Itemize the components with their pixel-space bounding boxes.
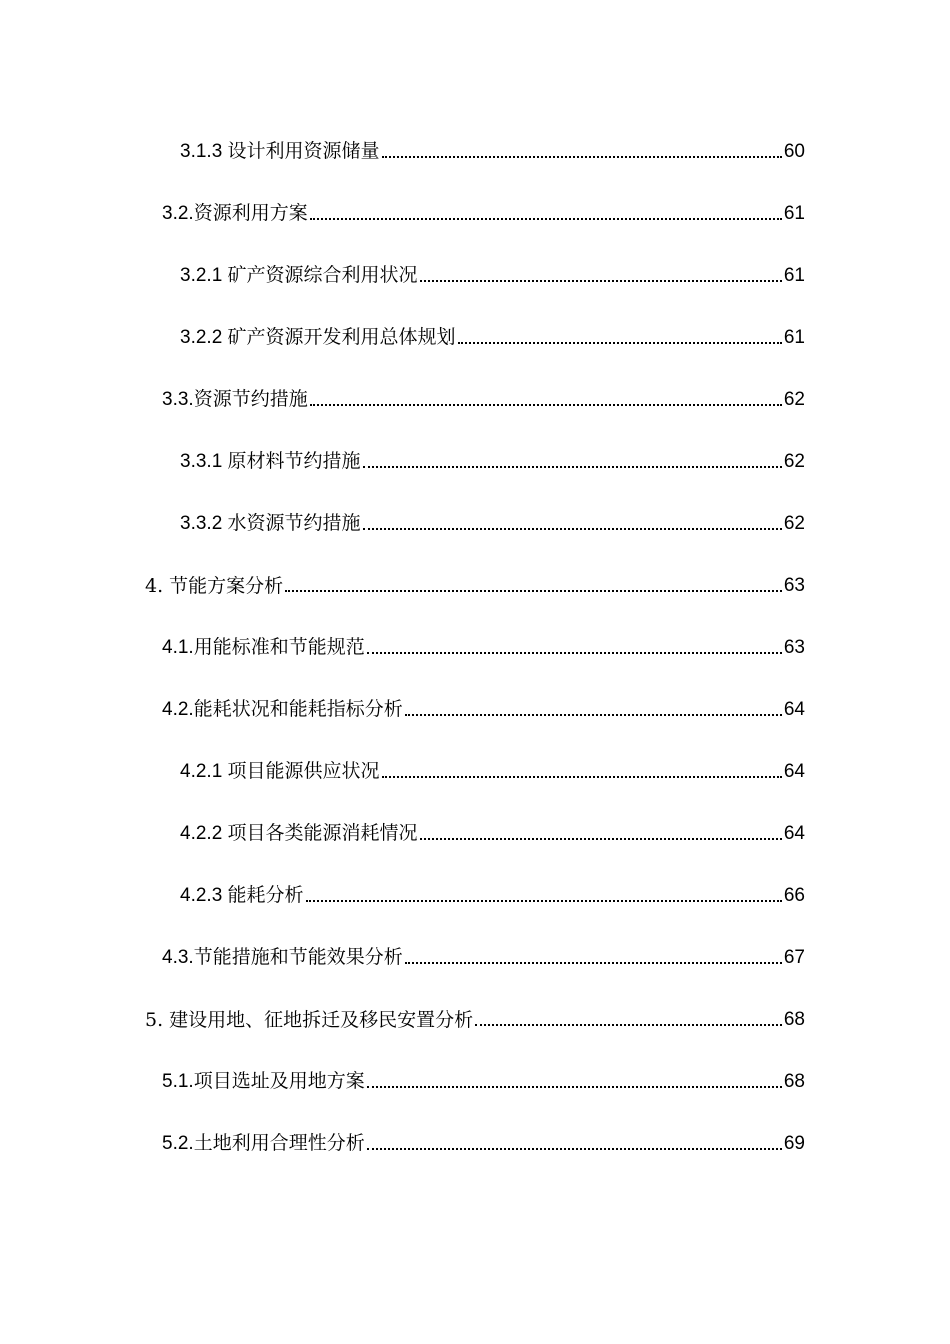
toc-entry-title: 3.3.资源节约措施: [162, 389, 308, 410]
toc-leader-dots: [285, 590, 782, 592]
toc-entry-title: 4.2.3 能耗分析: [180, 885, 304, 906]
toc-entry-title: 4.3.节能措施和节能效果分析: [162, 947, 403, 968]
toc-leader-dots: [363, 466, 782, 468]
toc-entry[interactable]: [162, 195, 805, 225]
toc-entry-title: 4.2.能耗状况和能耗指标分析: [162, 699, 403, 720]
toc-entry[interactable]: [162, 381, 805, 411]
toc-entry-title: 3.2.2 矿产资源开发利用总体规划: [180, 327, 456, 348]
toc-entry[interactable]: [180, 877, 805, 907]
toc-leader-dots: [405, 962, 782, 964]
toc-entry-title: 3.3.2 水资源节约措施: [180, 513, 361, 534]
toc-entry[interactable]: [180, 505, 805, 535]
toc-leader-dots: [420, 280, 782, 282]
toc-entry-page: 62: [783, 451, 805, 472]
toc-entry[interactable]: [180, 443, 805, 473]
toc-entry-title: 4. 节能方案分析: [145, 575, 284, 597]
toc-leader-dots: [367, 1148, 782, 1150]
toc-entry-page: 61: [783, 265, 805, 286]
toc-entry-page: 62: [783, 389, 805, 410]
toc-entry[interactable]: [162, 939, 805, 969]
toc-entry-title: 3.1.3 设计利用资源储量: [180, 141, 380, 162]
toc-entry-page: 64: [783, 823, 805, 844]
toc-leader-dots: [382, 156, 782, 158]
toc-entry-page: 68: [783, 1009, 805, 1030]
toc-entry-page: 61: [783, 327, 805, 348]
toc-entry-title: 5.1.项目选址及用地方案: [162, 1071, 365, 1092]
toc-entry-page: 66: [783, 885, 805, 906]
toc-entry-title: 3.2.资源利用方案: [162, 203, 308, 224]
toc-leader-dots: [367, 652, 782, 654]
toc-leader-dots: [306, 900, 782, 902]
toc-entry[interactable]: [180, 815, 805, 845]
toc-entry[interactable]: [162, 691, 805, 721]
toc-entry[interactable]: [145, 1001, 805, 1031]
toc-entry[interactable]: [180, 319, 805, 349]
toc-entry-page: 67: [783, 947, 805, 968]
toc-entry-page: 60: [783, 141, 805, 162]
toc-entry-title: 4.2.2 项目各类能源消耗情况: [180, 823, 418, 844]
toc-entry-page: 63: [783, 575, 805, 596]
toc-entry-page: 68: [783, 1071, 805, 1092]
toc-leader-dots: [363, 528, 782, 530]
toc-entry[interactable]: [180, 753, 805, 783]
toc-entry[interactable]: [180, 257, 805, 287]
toc-entry-title: 5.2.土地利用合理性分析: [162, 1133, 365, 1154]
toc-leader-dots: [420, 838, 782, 840]
toc-entry-title: 4.2.1 项目能源供应状况: [180, 761, 380, 782]
toc-entry-page: 69: [783, 1133, 805, 1154]
toc-leader-dots: [475, 1024, 782, 1026]
toc-leader-dots: [458, 342, 782, 344]
toc-entry[interactable]: [162, 629, 805, 659]
toc-entry[interactable]: [162, 1125, 805, 1155]
toc-entry[interactable]: [180, 133, 805, 163]
toc-entry[interactable]: [145, 567, 805, 597]
toc-entry-title: 5. 建设用地、征地拆迁及移民安置分析: [145, 1009, 474, 1031]
toc-leader-dots: [382, 776, 782, 778]
toc-entry-page: 62: [783, 513, 805, 534]
toc-leader-dots: [310, 218, 782, 220]
toc-entry-title: 3.2.1 矿产资源综合利用状况: [180, 265, 418, 286]
toc-leader-dots: [310, 404, 782, 406]
toc-leader-dots: [405, 714, 782, 716]
toc-entry-title: 4.1.用能标准和节能规范: [162, 637, 365, 658]
toc-entry-page: 63: [783, 637, 805, 658]
toc-entry-page: 61: [783, 203, 805, 224]
toc-entry-page: 64: [783, 761, 805, 782]
toc-entry[interactable]: [162, 1063, 805, 1093]
toc-leader-dots: [367, 1086, 782, 1088]
toc-entry-title: 3.3.1 原材料节约措施: [180, 451, 361, 472]
toc-entry-page: 64: [783, 699, 805, 720]
